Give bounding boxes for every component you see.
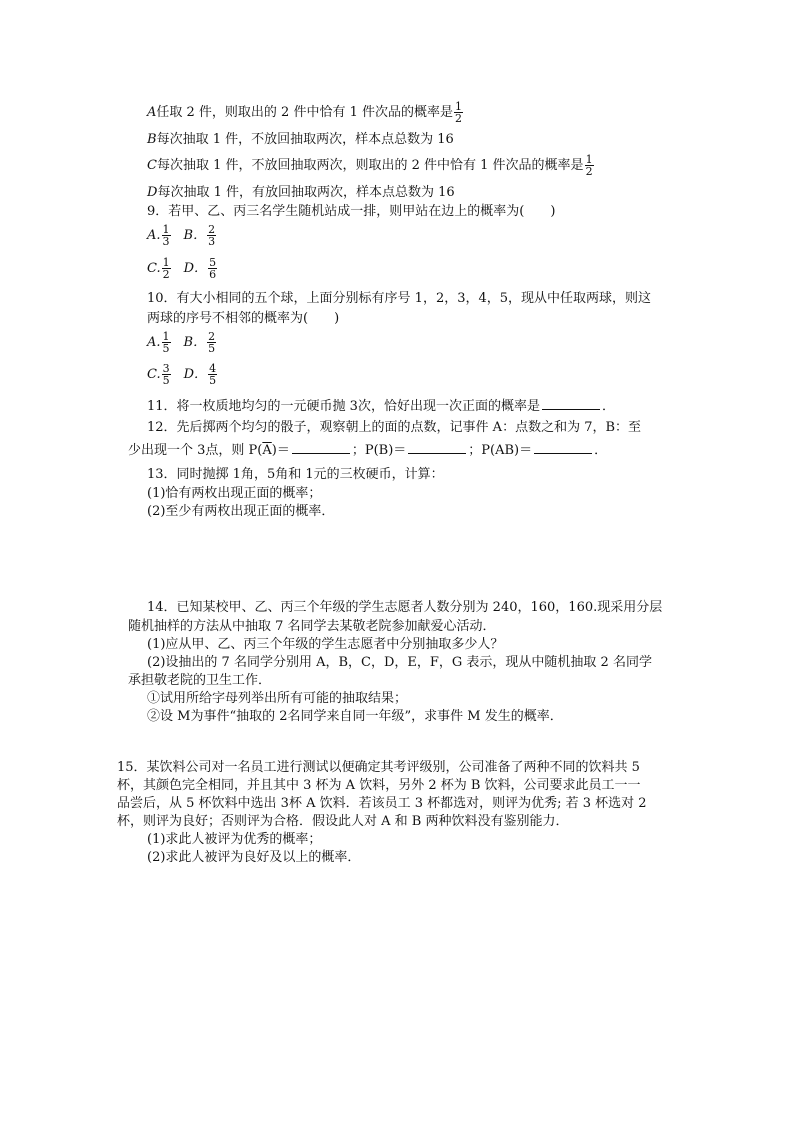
denominator: 3 (208, 235, 216, 248)
fraction (162, 363, 171, 386)
option-letter: C (147, 158, 157, 173)
denominator: 2 (585, 165, 593, 178)
option-letter: D． (183, 261, 208, 276)
denominator: 3 (162, 235, 170, 248)
q14-line1: 14．已知某校甲、乙、丙三个年级的学生志愿者人数分别为 240，160，160.现采用分层 (147, 600, 663, 615)
q9-options-row2 (147, 257, 218, 280)
denominator: 5 (209, 374, 217, 387)
answer-blank (534, 441, 592, 454)
complement-symbol: $\overline{A}$ (262, 443, 272, 458)
denominator: 2 (455, 112, 462, 125)
q10-stem-line2: 两球的序号不相邻的概率为( ) (147, 311, 340, 326)
option-letter: D． (183, 367, 208, 382)
option-letter: D (147, 185, 158, 200)
q12-text: )＝ (271, 443, 290, 458)
q14-line6: ①试用所给字母列举出所有可能的抽取结果； (147, 691, 408, 706)
q11-stem (147, 397, 615, 416)
q13-sub1: (1)恰有两枚出现正面的概率； (147, 486, 322, 501)
option-letter: B (147, 132, 157, 147)
numerator: 1 (162, 256, 170, 269)
q9-options-row1 (147, 224, 217, 247)
fraction (162, 331, 171, 354)
q12-end: ． (594, 443, 608, 458)
q15-line4: 杯，则评为良好；否则评为合格．假设此人对 A 和 B 两种饮料没有鉴别能力． (117, 814, 569, 829)
q14-line3: (1)应从甲、乙、丙三个年级的学生志愿者中分别抽取多少人？ (147, 637, 504, 652)
q13-sub2: (2)至少有两枚出现正面的概率． (147, 504, 335, 519)
fraction (207, 331, 216, 354)
answer-blank (408, 441, 466, 454)
q15-line3: 品尝后，从 5 杯饮料中选出 3杯 A 饮料．若该员工 3 杯都选对，则评为优秀; 若 3 杯选对 2 (117, 796, 647, 811)
fraction (208, 257, 217, 280)
q12-text: ；P(AB)＝ (468, 443, 533, 458)
q14-line7: ②设 M为事件“抽取的 2名同学来自同一年级”，求事件 M 发生的概率． (147, 709, 563, 724)
numerator: 1 (455, 100, 462, 113)
numerator: 3 (162, 362, 170, 375)
answer-blank (542, 397, 600, 410)
q10-options-row2 (147, 363, 218, 386)
option-text: 每次抽取 1 件，有放回抽取两次，样本点总数为 16 (157, 185, 455, 200)
fraction (207, 224, 216, 247)
fraction (454, 101, 463, 124)
answer-blank (292, 441, 350, 454)
q12-text: 少出现一个 3点，则 P( (128, 443, 263, 458)
fraction (208, 363, 217, 386)
q8-option-d (147, 184, 455, 202)
option-letter: A. (147, 335, 161, 350)
numerator: 1 (585, 153, 593, 166)
q12-text: ；P(B)＝ (351, 443, 407, 458)
q15-line5: (1)求此人被评为优秀的概率； (147, 832, 322, 847)
option-text: 每次抽取 1 件，不放回抽取两次，则取出的 2 件中恰有 1 件次品的概率是 (156, 158, 584, 173)
denominator: 6 (209, 268, 217, 281)
q12-stem-line1: 12．先后掷两个均匀的骰子，观察朝上的面的点数，记事件 A：点数之和为 7，B：至 (147, 420, 642, 435)
option-letter: C. (147, 261, 161, 276)
q8-option-b (147, 131, 454, 149)
fraction (585, 154, 594, 177)
numerator: 1 (162, 223, 170, 236)
q14-line4: (2)设抽出的 7 名同学分别用 A，B，C，D，E，F，G 表示，现从中随机抽取 2 名同学 (147, 655, 652, 670)
option-letter: C. (147, 367, 161, 382)
q8-option-c (147, 154, 595, 177)
fraction (162, 257, 171, 280)
option-text: 任取 2 件，则取出的 2 件中恰有 1 件次品的概率是 (156, 105, 453, 120)
q14-line5: 承担敬老院的卫生工作． (128, 673, 272, 688)
numerator: 4 (209, 362, 217, 375)
numerator: 1 (162, 330, 170, 343)
q11-text: 11．将一枚质地均匀的一元硬币抛 3次，恰好出现一次正面的概率是 (147, 399, 540, 414)
q13-stem: 13．同时抛掷 1角，5角和 1元的三枚硬币，计算： (147, 467, 444, 482)
q10-stem-line1: 10．有大小相同的五个球，上面分别标有序号 1，2，3，4，5，现从中任取两球，则这 (147, 291, 652, 306)
q12-stem-line2 (128, 441, 607, 460)
q15-line1: 15．某饮料公司对一名员工进行测试以便确定其考评级别，公司准备了两种不同的饮料共 5 (117, 760, 640, 775)
q9-stem: 9．若甲、乙、丙三名学生随机站成一排，则甲站在边上的概率为( ) (147, 204, 556, 219)
numerator: 2 (208, 223, 216, 236)
option-text: 每次抽取 1 件，不放回抽取两次，样本点总数为 16 (156, 132, 454, 147)
numerator: 5 (209, 256, 217, 269)
q14-line2: 随机抽样的方法从中抽取 7 名同学去某敬老院参加献爱心活动． (128, 619, 496, 634)
denominator: 5 (162, 374, 170, 387)
q11-end: ． (601, 399, 615, 414)
option-letter: A. (147, 228, 161, 243)
q15-line2: 杯，其颜色完全相同，并且其中 3 杯为 A 饮料，另外 2 杯为 B 饮料，公司要求此员工一一 (117, 778, 641, 793)
q10-options-row1 (147, 331, 217, 354)
fraction (162, 224, 171, 247)
q8-option-a (147, 101, 464, 124)
option-letter: B． (183, 228, 207, 243)
numerator: 2 (208, 330, 216, 343)
q15-line6: (2)求此人被评为良好及以上的概率． (147, 850, 361, 865)
option-letter: B． (183, 335, 207, 350)
denominator: 5 (162, 342, 170, 355)
option-letter: A (147, 105, 157, 120)
denominator: 2 (162, 268, 170, 281)
denominator: 5 (208, 342, 216, 355)
